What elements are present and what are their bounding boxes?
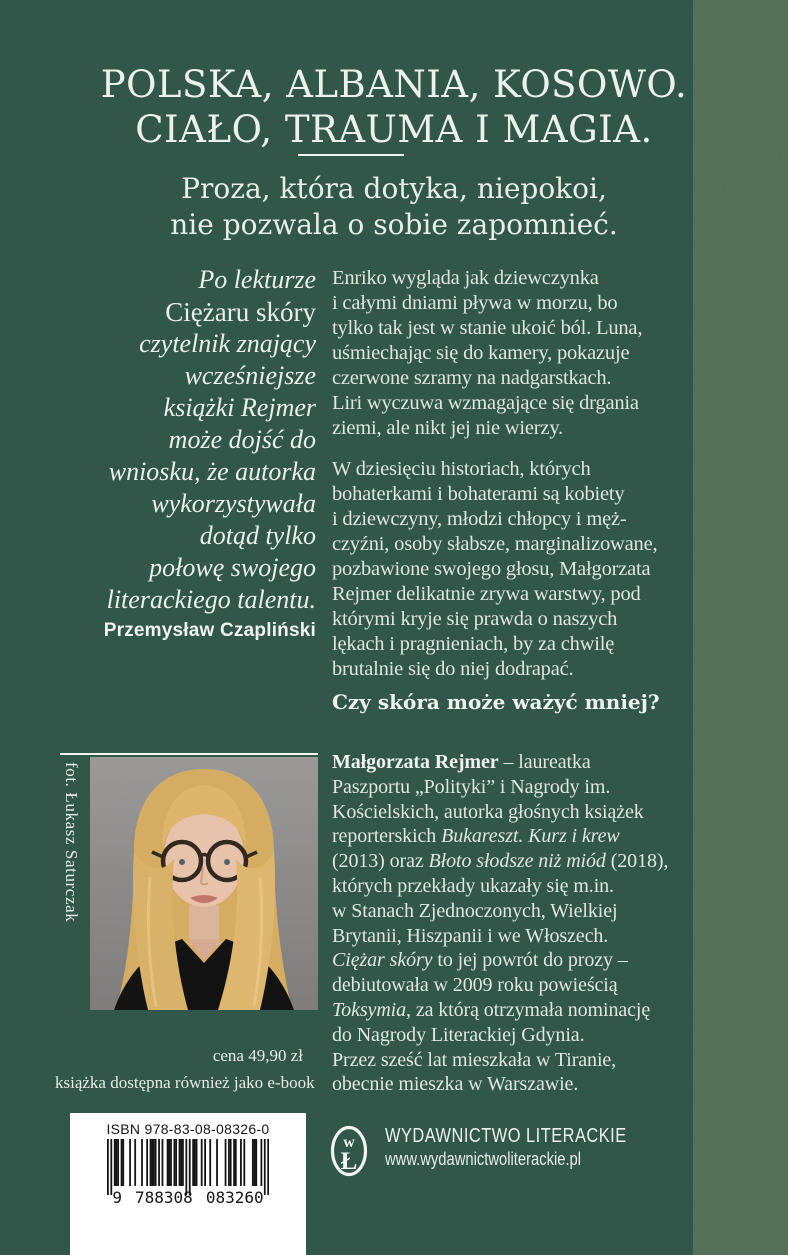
bio-text-run: (2013) oraz — [332, 850, 429, 873]
bio-text-run: do Nagrody Literackiej Gdynia. — [332, 1023, 585, 1046]
barcode-bar — [225, 1139, 227, 1186]
synopsis-question: Czy skóra może ważyć mniej? — [332, 690, 660, 714]
barcode-bar — [189, 1139, 191, 1195]
barcode-bar — [121, 1139, 123, 1186]
bio-line — [332, 1023, 668, 1048]
quote-line: czytelnik znający — [139, 329, 316, 358]
synopsis-paragraph — [332, 457, 657, 682]
synopsis-line: Enriko wygląda jak dziewczynka — [332, 267, 599, 289]
bio-line — [332, 750, 668, 775]
quote-line: wniosku, że autorka — [108, 457, 316, 486]
barcode-bar — [255, 1139, 257, 1186]
bio-text-run: Przez sześć lat mieszkała w Tiranie, — [332, 1048, 617, 1071]
barcode-bar — [204, 1139, 206, 1186]
price-label: cena 49,90 zł — [212, 1046, 303, 1065]
bio-text-run: – laureatka — [498, 751, 591, 773]
barcode-bar — [116, 1139, 118, 1186]
barcode-bar — [254, 1139, 256, 1186]
bio-text-run: obecnie mieszka w Warszawie. — [332, 1073, 579, 1096]
barcode-bar — [230, 1139, 232, 1186]
barcode-bar — [153, 1139, 155, 1186]
barcode-bar — [117, 1139, 119, 1186]
page-title — [0, 62, 788, 152]
barcode-bar — [240, 1139, 242, 1186]
bio-text-run: Bukareszt. Kurz i krew — [441, 825, 620, 848]
quote-line: dotąd tylko — [199, 521, 316, 550]
synopsis-line: czerwone szramy na nadgarstkach. — [332, 367, 612, 389]
quote-line: Ciężaru skóry — [165, 297, 316, 327]
photo-rule — [60, 753, 318, 755]
quote-line: wykorzystywała — [151, 489, 316, 518]
publisher-text — [385, 1125, 627, 1170]
synopsis-line: którymi kryje się prawda o naszych — [332, 608, 618, 630]
barcode-bar — [228, 1139, 230, 1186]
barcode-bar — [141, 1139, 143, 1186]
barcode-bar — [235, 1139, 237, 1186]
synopsis-line: i całymi dniami pływa w morzu, bo — [332, 292, 618, 314]
synopsis-line: Liri wyczuwa wzmagające się drgania — [332, 392, 639, 414]
barcode-digit-group: 9 — [112, 1188, 123, 1207]
barcode-bar — [194, 1139, 196, 1186]
bio-text-run: Kościelskich, autorka głośnych książek — [332, 800, 644, 823]
barcode-bar — [167, 1139, 169, 1186]
quote-line: książki Rejmer — [163, 393, 316, 422]
barcode-bar — [129, 1139, 131, 1186]
price-block — [55, 1042, 315, 1096]
barcode-bar — [162, 1139, 164, 1186]
synopsis-line: Rejmer delikatnie zrywa warstwy, pod — [332, 583, 641, 605]
isbn-label: ISBN 978-83-08-08326-0 — [106, 1121, 270, 1137]
barcode-bar — [201, 1139, 203, 1186]
quote-line: Po lekturze — [198, 265, 316, 294]
synopsis-line: W dziesięciu historiach, których — [332, 458, 591, 480]
bio-line — [332, 874, 668, 899]
barcode-bar — [134, 1139, 136, 1186]
barcode-bar — [174, 1139, 176, 1186]
bio-line — [332, 948, 668, 973]
bio-text-run: Paszportu „Polityki” i Nagrody im. — [332, 775, 611, 798]
bio-text-run: Ciężar skóry — [332, 949, 433, 972]
synopsis-line: bohaterkami i bohaterami są kobiety — [332, 483, 625, 505]
headline-divider — [298, 154, 404, 156]
bio-line — [332, 775, 668, 800]
barcode-bars — [107, 1139, 269, 1195]
synopsis-line: pozbawione swojego głosu, Małgorzata — [332, 558, 651, 580]
synopsis-line: brutalnie się do niej dodrapać. — [332, 658, 574, 680]
barcode-bar — [233, 1139, 235, 1186]
publisher-name: WYDAWNICTWO LITERACKIE — [385, 1125, 627, 1147]
bio-line — [332, 849, 668, 874]
barcode-bar — [216, 1139, 218, 1186]
barcode-bar — [170, 1139, 172, 1186]
barcode-digits — [70, 1188, 306, 1207]
publisher-block — [330, 1125, 680, 1177]
bio-text-run: , za którą otrzymała nominację — [406, 998, 651, 1021]
headline-line-1: POLSKA, ALBANIA, KOSOWO. — [100, 63, 688, 106]
barcode — [70, 1113, 306, 1255]
barcode-bar — [122, 1139, 124, 1186]
bio-text-run: Brytanii, Hiszpanii i we Włoszech. — [332, 924, 609, 947]
bio-line — [332, 800, 668, 825]
barcode-bar — [114, 1139, 116, 1186]
quote-line: może dojść do — [168, 425, 316, 454]
barcode-bar — [107, 1139, 109, 1195]
subtitle-line-2: nie pozwala o sobie zapomnieć. — [170, 208, 618, 241]
barcode-bar — [196, 1139, 198, 1186]
barcode-bar — [209, 1139, 211, 1186]
quote-line: połowę swojego — [149, 553, 316, 582]
bio-line — [332, 899, 668, 924]
subtitle — [0, 171, 788, 243]
publisher-url: www.wydawnictwoliterackie.pl — [385, 1149, 582, 1169]
barcode-bar — [155, 1139, 157, 1186]
barcode-bar — [179, 1139, 181, 1186]
synopsis-line: czyźni, osoby słabsze, marginalizowane, — [332, 533, 658, 555]
bio-text-run: Małgorzata Rejmer — [332, 751, 499, 773]
synopsis — [332, 266, 657, 682]
barcode-bar — [267, 1139, 269, 1195]
synopsis-line: ziemi, ale nikt jej nie wierzy. — [332, 417, 563, 439]
headline-line-2: CIAŁO, TRAUMA I MAGIA. — [135, 108, 653, 151]
wl-monogram-icon — [330, 1125, 368, 1177]
review-quote — [50, 264, 316, 616]
barcode-digit-group: 083260 — [205, 1188, 264, 1207]
bio-text-run: Błoto słodsze niż miód — [428, 850, 606, 873]
bio-line — [332, 998, 668, 1023]
bio-text-run: Toksymia — [332, 998, 407, 1021]
synopsis-line: lękach i pragnieniach, by za chwilę — [332, 633, 615, 655]
barcode-bar — [185, 1139, 187, 1195]
author-bio — [332, 750, 668, 1097]
barcode-bar — [182, 1139, 184, 1186]
barcode-bar — [110, 1139, 112, 1195]
quote-line: literackiego talentu. — [106, 585, 316, 614]
barcode-bar — [168, 1139, 170, 1186]
bio-line — [332, 1048, 668, 1073]
synopsis-line: i dziewczyny, młodzi chłopcy i męż- — [332, 508, 627, 530]
barcode-bar — [243, 1139, 245, 1186]
barcode-bar — [175, 1139, 177, 1186]
bio-text-run: których przekłady ukazały się m.in. — [332, 874, 614, 897]
bio-text-run: reporterskich — [332, 825, 442, 848]
barcode-bar — [260, 1139, 262, 1186]
barcode-bar — [146, 1139, 148, 1186]
monogram-bottom: Ł — [340, 1148, 358, 1175]
author-photo — [90, 757, 318, 1010]
synopsis-paragraph — [332, 266, 657, 441]
synopsis-line: tylko tak jest w stanie ukoić ból. Luna, — [332, 317, 643, 339]
barcode-bar — [264, 1139, 266, 1195]
barcode-bar — [151, 1139, 153, 1186]
barcode-bar — [252, 1139, 254, 1186]
ebook-label: książka dostępna również jako e-book — [55, 1073, 315, 1092]
barcode-bar — [150, 1139, 152, 1186]
bio-line — [332, 973, 668, 998]
quote-attribution: Przemysław Czapliński — [103, 620, 316, 641]
bio-text-run: w Stanach Zjednoczonych, Wielkiej — [332, 899, 618, 922]
bio-line — [332, 824, 668, 849]
bio-text-run: to jej powrót do prozy – — [432, 949, 628, 972]
photo-credit: fot. Łukasz Saturczak — [62, 762, 81, 923]
bio-line — [332, 1072, 668, 1097]
barcode-bar — [158, 1139, 160, 1186]
bio-text-run: (2018), — [605, 850, 669, 873]
bio-text-run: debiutowała w 2009 roku powieścią — [332, 974, 618, 997]
quote-line: wcześniejsze — [184, 361, 316, 390]
barcode-bar — [192, 1139, 194, 1186]
monogram-top: w — [343, 1134, 355, 1151]
bio-line — [332, 924, 668, 949]
barcode-digit-group: 788308 — [135, 1188, 193, 1207]
synopsis-line: uśmiechając się do kamery, pokazuje — [332, 342, 630, 364]
barcode-bar — [180, 1139, 182, 1186]
subtitle-line-1: Proza, która dotyka, niepokoi, — [181, 172, 607, 205]
